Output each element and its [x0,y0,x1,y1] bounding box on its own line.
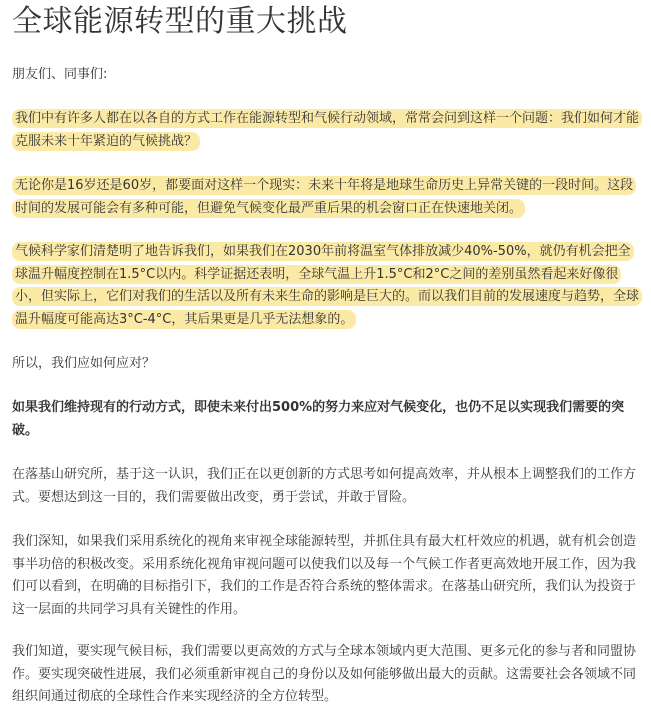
article [12,0,642,704]
highlighted-text[interactable]: 我们中有许多人都在以各自的方式工作在能源转型和气候行动领域，常常会问到这样一个问题：我们如何才能克服未来十年紧迫的气候挑战？ [12,109,642,151]
highlighted-text[interactable]: 无论你是16岁还是60岁，都要面对这样一个现实：未来十年将是地球生命历史上异常关键的一段时间。这段时间的发展可能会有多种可能，但避免气候变化最严重后果的机会窗口正在快速地关闭。 [12,176,636,218]
paragraph-highlighted-3 [12,241,642,331]
paragraph-8: 我们知道，要实现气候目标，我们需要以更高效的方式与全球本领域内更大范围、更多元化的参与者和同盟协作。要实现突破性进展，我们必须重新审视自己的身份以及如何能够做出最大的贡献。这需要社会各领域不同组织间通过彻底的全球性合作来实现经济的全方位转型。 [12,644,637,704]
paragraph-6: 在落基山研究所，基于这一认识，我们正在以更创新的方式思考如何提高效率，并从根本上调整我们的工作方式。要想达到这一目的，我们需要做出改变，勇于尝试，并敢于冒险。 [12,467,637,505]
paragraph-highlighted-1 [12,108,642,153]
page-title: 全球能源转型的重大挑战 [12,4,348,39]
paragraph-7: 我们深知，如果我们采用系统化的视角来审视全球能源转型，并抓住具有最大杠杆效应的机遇，就有机会创造事半功倍的积极改变。采用系统化视角审视问题可以使我们以及每一个气候工作者更高效地开展工作，因为我们可以看到，在明确的目标指引下，我们的工作是否符合系统的整体需求。在落基山研究所，我们认为投资于这一层面的共同学习具有关键性的作用。 [12,534,637,617]
highlighted-text[interactable]: 气候科学家们清楚明了地告诉我们，如果我们在2030年前将温室气体排放减少40%-50%，就仍有机会把全球温升幅度控制在1.5°C以内。科学证据还表明，全球气温上升1.5°C和2°C之间的差别虽然看起来好像很小，但实际上，它们对我们的生活以及所有未来生命的影响是巨大的。而以我们目前的发展速度与趋势，全球温升幅度可能高达3°C-4°C，其后果更是几乎无法想象的。 [12,242,642,329]
paragraph-question: 所以，我们应如何应对？ [12,356,156,371]
greeting: 朋友们、同事们: [12,67,108,82]
paragraph-bold-statement: 如果我们维持现有的行动方式，即使未来付出500%的努力来应对气候变化，也仍不足以实现我们需要的突破。 [12,400,625,438]
paragraph-highlighted-2 [12,175,642,220]
